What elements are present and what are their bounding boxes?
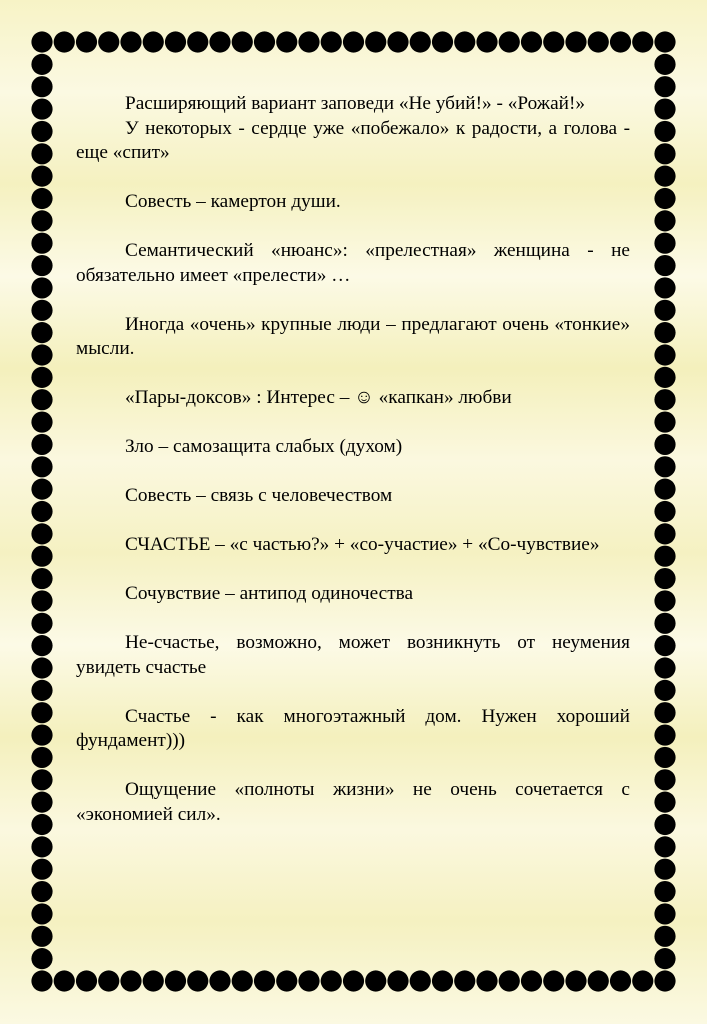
clock-icon xyxy=(31,836,52,857)
clock-icon xyxy=(76,970,97,991)
clock-icon xyxy=(654,724,675,745)
clock-icon xyxy=(321,31,342,52)
clock-icon xyxy=(654,210,675,231)
clock-icon xyxy=(31,389,52,410)
aphorism-paragraph: Не-счастье, возможно, может возникнуть от неумения увидеть счастье xyxy=(76,632,630,678)
clock-icon xyxy=(143,31,164,52)
clock-icon xyxy=(31,970,52,991)
clock-icon xyxy=(654,657,675,678)
clock-icon xyxy=(654,300,675,321)
clock-icon xyxy=(654,948,675,969)
clock-icon xyxy=(565,970,586,991)
clock-icon xyxy=(454,970,475,991)
clock-icon xyxy=(31,143,52,164)
aphorism-paragraph: Зло – самозащита слабых (духом) xyxy=(125,436,403,457)
aphorism-paragraph: Расширяющий вариант заповеди «Не убий!» - «Рожай!» xyxy=(125,93,586,114)
clock-icon xyxy=(31,411,52,432)
clock-icon xyxy=(654,456,675,477)
clock-icon xyxy=(654,98,675,119)
clock-icon xyxy=(31,121,52,142)
clock-icon xyxy=(654,322,675,343)
aphorism-text xyxy=(76,92,630,827)
clock-icon xyxy=(432,31,453,52)
clock-icon xyxy=(31,635,52,656)
clock-icon xyxy=(654,277,675,298)
clock-icon xyxy=(98,31,119,52)
clock-icon xyxy=(654,613,675,634)
clock-icon xyxy=(521,970,542,991)
clock-icon xyxy=(654,568,675,589)
clock-icon xyxy=(654,255,675,276)
clock-icon xyxy=(31,724,52,745)
clock-icon xyxy=(31,613,52,634)
clock-icon xyxy=(31,76,52,97)
clock-icon xyxy=(654,970,675,991)
clock-icon xyxy=(654,501,675,522)
clock-icon xyxy=(31,590,52,611)
clock-icon xyxy=(165,31,186,52)
aphorism-paragraph: «Пары-доксов» : Интерес – ☺ «капкан» любви xyxy=(125,387,512,408)
clock-icon xyxy=(31,479,52,500)
clock-icon xyxy=(31,367,52,388)
aphorism-paragraph: Сочувствие – антипод одиночества xyxy=(125,583,414,604)
clock-icon xyxy=(343,970,364,991)
clock-icon xyxy=(31,680,52,701)
clock-icon xyxy=(387,970,408,991)
clock-icon xyxy=(31,210,52,231)
clock-icon xyxy=(31,948,52,969)
clock-icon xyxy=(654,166,675,187)
clock-icon xyxy=(209,970,230,991)
clock-icon xyxy=(454,31,475,52)
clock-icon xyxy=(254,970,275,991)
clock-icon xyxy=(31,769,52,790)
clock-icon xyxy=(654,31,675,52)
clock-icon xyxy=(654,523,675,544)
aphorism-paragraph: Счастье - как многоэтажный дом. Нужен хороший фундамент))) xyxy=(76,705,630,751)
aphorism-paragraph: Иногда «очень» крупные люди – предлагают очень «тонкие» мысли. xyxy=(76,313,630,359)
clock-icon xyxy=(543,31,564,52)
clock-icon xyxy=(654,590,675,611)
clock-icon xyxy=(31,523,52,544)
clock-icon xyxy=(543,970,564,991)
clock-icon xyxy=(365,970,386,991)
clock-icon xyxy=(31,233,52,254)
clock-icon xyxy=(276,31,297,52)
clock-icon xyxy=(31,344,52,365)
clock-icon xyxy=(31,54,52,75)
clock-icon xyxy=(98,970,119,991)
clock-icon xyxy=(54,970,75,991)
clock-icon xyxy=(654,792,675,813)
clock-icon xyxy=(209,31,230,52)
clock-icon xyxy=(588,31,609,52)
clock-icon xyxy=(654,747,675,768)
clock-icon xyxy=(31,926,52,947)
clock-icon xyxy=(654,814,675,835)
clock-icon xyxy=(476,31,497,52)
clock-icon xyxy=(610,970,631,991)
clock-icon xyxy=(654,76,675,97)
clock-icon xyxy=(654,546,675,567)
clock-icon xyxy=(654,836,675,857)
clock-icon xyxy=(476,970,497,991)
clock-icon xyxy=(143,970,164,991)
clock-icon xyxy=(410,970,431,991)
clock-icon xyxy=(654,859,675,880)
clock-icon xyxy=(565,31,586,52)
clock-icon xyxy=(632,970,653,991)
clock-icon xyxy=(31,903,52,924)
clock-icon xyxy=(232,31,253,52)
clock-icon xyxy=(254,31,275,52)
clock-icon xyxy=(410,31,431,52)
aphorism-paragraph: Ощущение «полноты жизни» не очень сочетается с «экономией сил». xyxy=(76,779,630,825)
aphorism-paragraph: Совесть – камертон души. xyxy=(125,191,341,212)
clock-icon xyxy=(610,31,631,52)
clock-icon xyxy=(654,389,675,410)
clock-icon xyxy=(654,143,675,164)
clock-icon xyxy=(654,635,675,656)
clock-icon xyxy=(31,322,52,343)
clock-icon xyxy=(654,188,675,209)
clock-icon xyxy=(31,881,52,902)
clock-icon xyxy=(654,702,675,723)
clock-icon xyxy=(54,31,75,52)
clock-icon xyxy=(521,31,542,52)
clock-icon xyxy=(654,903,675,924)
clock-icon xyxy=(298,31,319,52)
clock-icon xyxy=(31,859,52,880)
clock-icon xyxy=(120,31,141,52)
clock-icon xyxy=(31,277,52,298)
aphorism-paragraph: СЧАСТЬЕ – «с частью?» + «со-участие» + «Со-чувствие» xyxy=(125,534,600,555)
clock-icon xyxy=(187,970,208,991)
aphorism-paragraph: У некоторых - сердце уже «побежало» к радости, а голова - еще «спит» xyxy=(76,117,630,163)
clock-icon xyxy=(31,166,52,187)
clock-icon xyxy=(31,300,52,321)
clock-icon xyxy=(499,31,520,52)
clock-icon xyxy=(31,546,52,567)
clock-icon xyxy=(343,31,364,52)
clock-icon xyxy=(31,568,52,589)
clock-icon xyxy=(654,121,675,142)
clock-icon xyxy=(31,814,52,835)
clock-icon xyxy=(31,255,52,276)
clock-icon xyxy=(632,31,653,52)
clock-icon xyxy=(654,54,675,75)
aphorism-paragraph: Семантический «нюанс»: «прелестная» женщина - не обязательно имеет «прелести» … xyxy=(76,240,630,286)
clock-icon xyxy=(31,702,52,723)
clock-icon xyxy=(31,188,52,209)
clock-icon xyxy=(654,367,675,388)
clock-icon xyxy=(165,970,186,991)
clock-icon xyxy=(654,411,675,432)
clock-icon xyxy=(31,31,52,52)
clock-icon xyxy=(588,970,609,991)
clock-icon xyxy=(387,31,408,52)
clock-icon xyxy=(654,769,675,790)
clock-icon xyxy=(31,98,52,119)
clock-icon xyxy=(654,881,675,902)
clock-icon xyxy=(232,970,253,991)
clock-icon xyxy=(31,747,52,768)
aphorism-paragraph: Совесть – связь с человечеством xyxy=(125,485,393,506)
clock-icon xyxy=(276,970,297,991)
clock-icon xyxy=(31,501,52,522)
clock-icon xyxy=(120,970,141,991)
clock-icon xyxy=(31,456,52,477)
clock-icon xyxy=(187,31,208,52)
clock-icon xyxy=(499,970,520,991)
clock-icon xyxy=(31,434,52,455)
clock-icon xyxy=(654,926,675,947)
clock-icon xyxy=(654,680,675,701)
clock-icon xyxy=(654,344,675,365)
clock-icon xyxy=(432,970,453,991)
clock-icon xyxy=(654,233,675,254)
clock-icon xyxy=(31,792,52,813)
clock-icon xyxy=(654,434,675,455)
clock-icon xyxy=(298,970,319,991)
clock-icon xyxy=(654,479,675,500)
clock-icon xyxy=(76,31,97,52)
clock-icon xyxy=(321,970,342,991)
clock-icon xyxy=(31,657,52,678)
clock-icon xyxy=(365,31,386,52)
